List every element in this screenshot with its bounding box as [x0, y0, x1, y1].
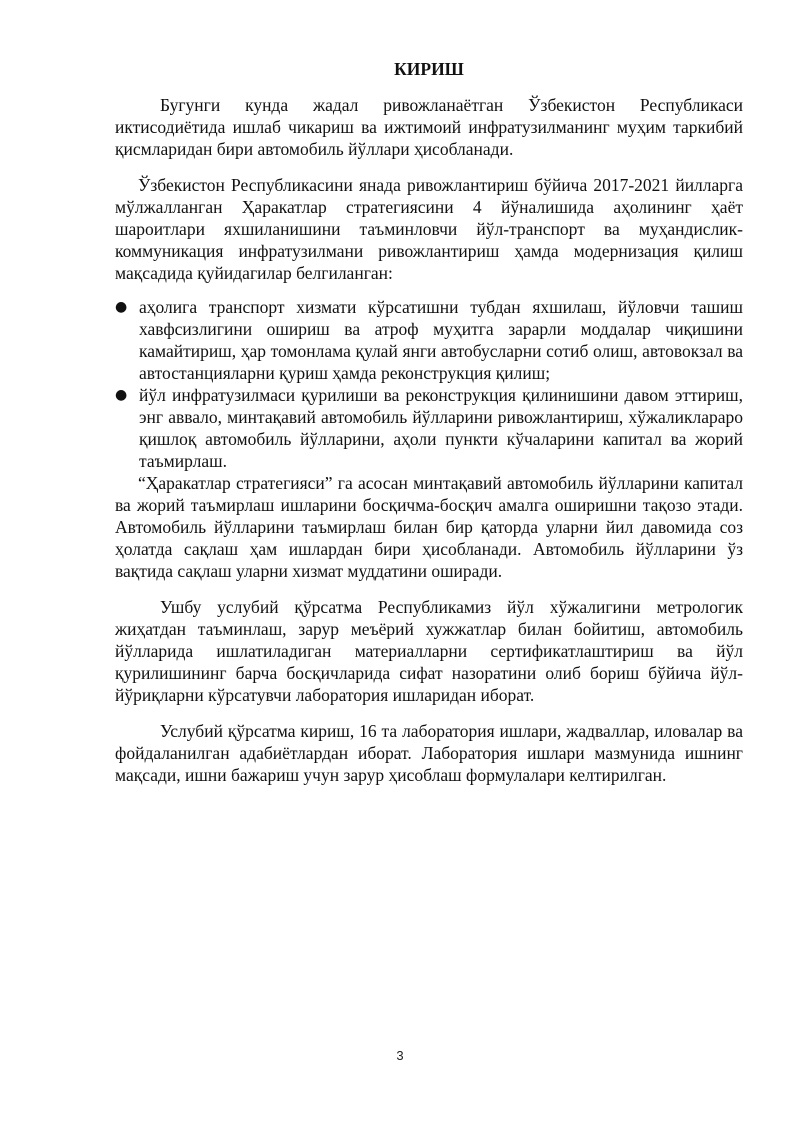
contents-paragraph: Услубий қўрсатма кириш, 16 та лаборатория ишлари, жадваллар, иловалар ва фойдаланилган адабиётлардан иборат. Лаборатория ишлари мазмунида ишнинг мақсади, ишни бажариш учун зарур ҳисоблаш формулалари келтирилган.	[115, 721, 743, 785]
document-title: КИРИШ	[394, 59, 464, 79]
strategy-paragraph: “Ҳаракатлар стратегияси” га асосан минтақавий автомобиль йўлларини капитал ва жорий таъмирлаш ишларини босқичма-босқич амалга оширишни тақозо этади. Автомобиль йўлларини таъмирлаш билан бир қаторда уларни йил давомида соз ҳолатда сақлаш ҳам ишлардан бири ҳисобланади. Автомобиль йўлларини ўз вақтида сақлаш уларни хизмат муддатини оширади.	[115, 473, 743, 581]
strategy-intro-paragraph: Ўзбекистон Республикасини янада ривожлантириш бўйича 2017-2021 йилларга мўлжалланган Ҳаракатлар стратегиясини 4 йўналишида аҳолининг ҳаёт шароитлари яхшиланишини таъминловчи йўл-транспорт ва муҳандислик-коммуникация инфратузилмани ривожлантириш ҳамда модернизация қилиш мақсадида қуйидагилар белгиланган:	[115, 175, 743, 283]
manual-paragraph: Ушбу услубий қўрсатма Республикамиз йўл хўжалигини метрологик жиҳатдан таъминлаш, зарур меъёрий хужжатлар билан бойитиш, автомобиль йўлларида ишлатиладиган материалларни сертификатлаштириш ва йўл қурилишининг барча босқичларида сифат назоратини олиб бориш бўйича йўл-йўриқларни кўрсатувчи лаборатория ишларидан иборат.	[115, 597, 743, 705]
list-item	[115, 296, 743, 384]
bullet-icon: ●	[115, 299, 128, 315]
bullet-list	[115, 296, 743, 472]
bullet-text: йўл инфратузилмаси қурилиши ва реконструкция қилинишини давом эттириш, энг аввало, минтақавий автомобиль йўлларини ривожлантириш, хўжаликлараро қишлоқ автомобиль йўлларини, аҳоли пункти кўчаларини капитал ва жорий таъмирлаш.	[139, 385, 743, 471]
list-item	[115, 384, 743, 472]
page-number: 3	[396, 1048, 404, 1063]
bullet-icon: ●	[115, 387, 128, 403]
document-page	[115, 58, 743, 786]
bullet-text: аҳолига транспорт хизмати кўрсатишни тубдан яхшилаш, йўловчи ташиш хавфсизлигини ошириш ва атроф муҳитга зарарли моддалар чиқишини камайтириш, ҳар томонлама қулай янги автобусларни сотиб олиш, автовокзал ва автостанцияларни қуриш ҳамда реконструкция қилиш;	[139, 297, 743, 383]
intro-paragraph: Бугунги кунда жадал ривожланаётган Ўзбекистон Республикаси иктисодиётида ишлаб чикариш ва ижтимоий инфратузилманинг муҳим таркибий қисмларидан бири автомобиль йўллари ҳисобланади.	[115, 95, 743, 159]
